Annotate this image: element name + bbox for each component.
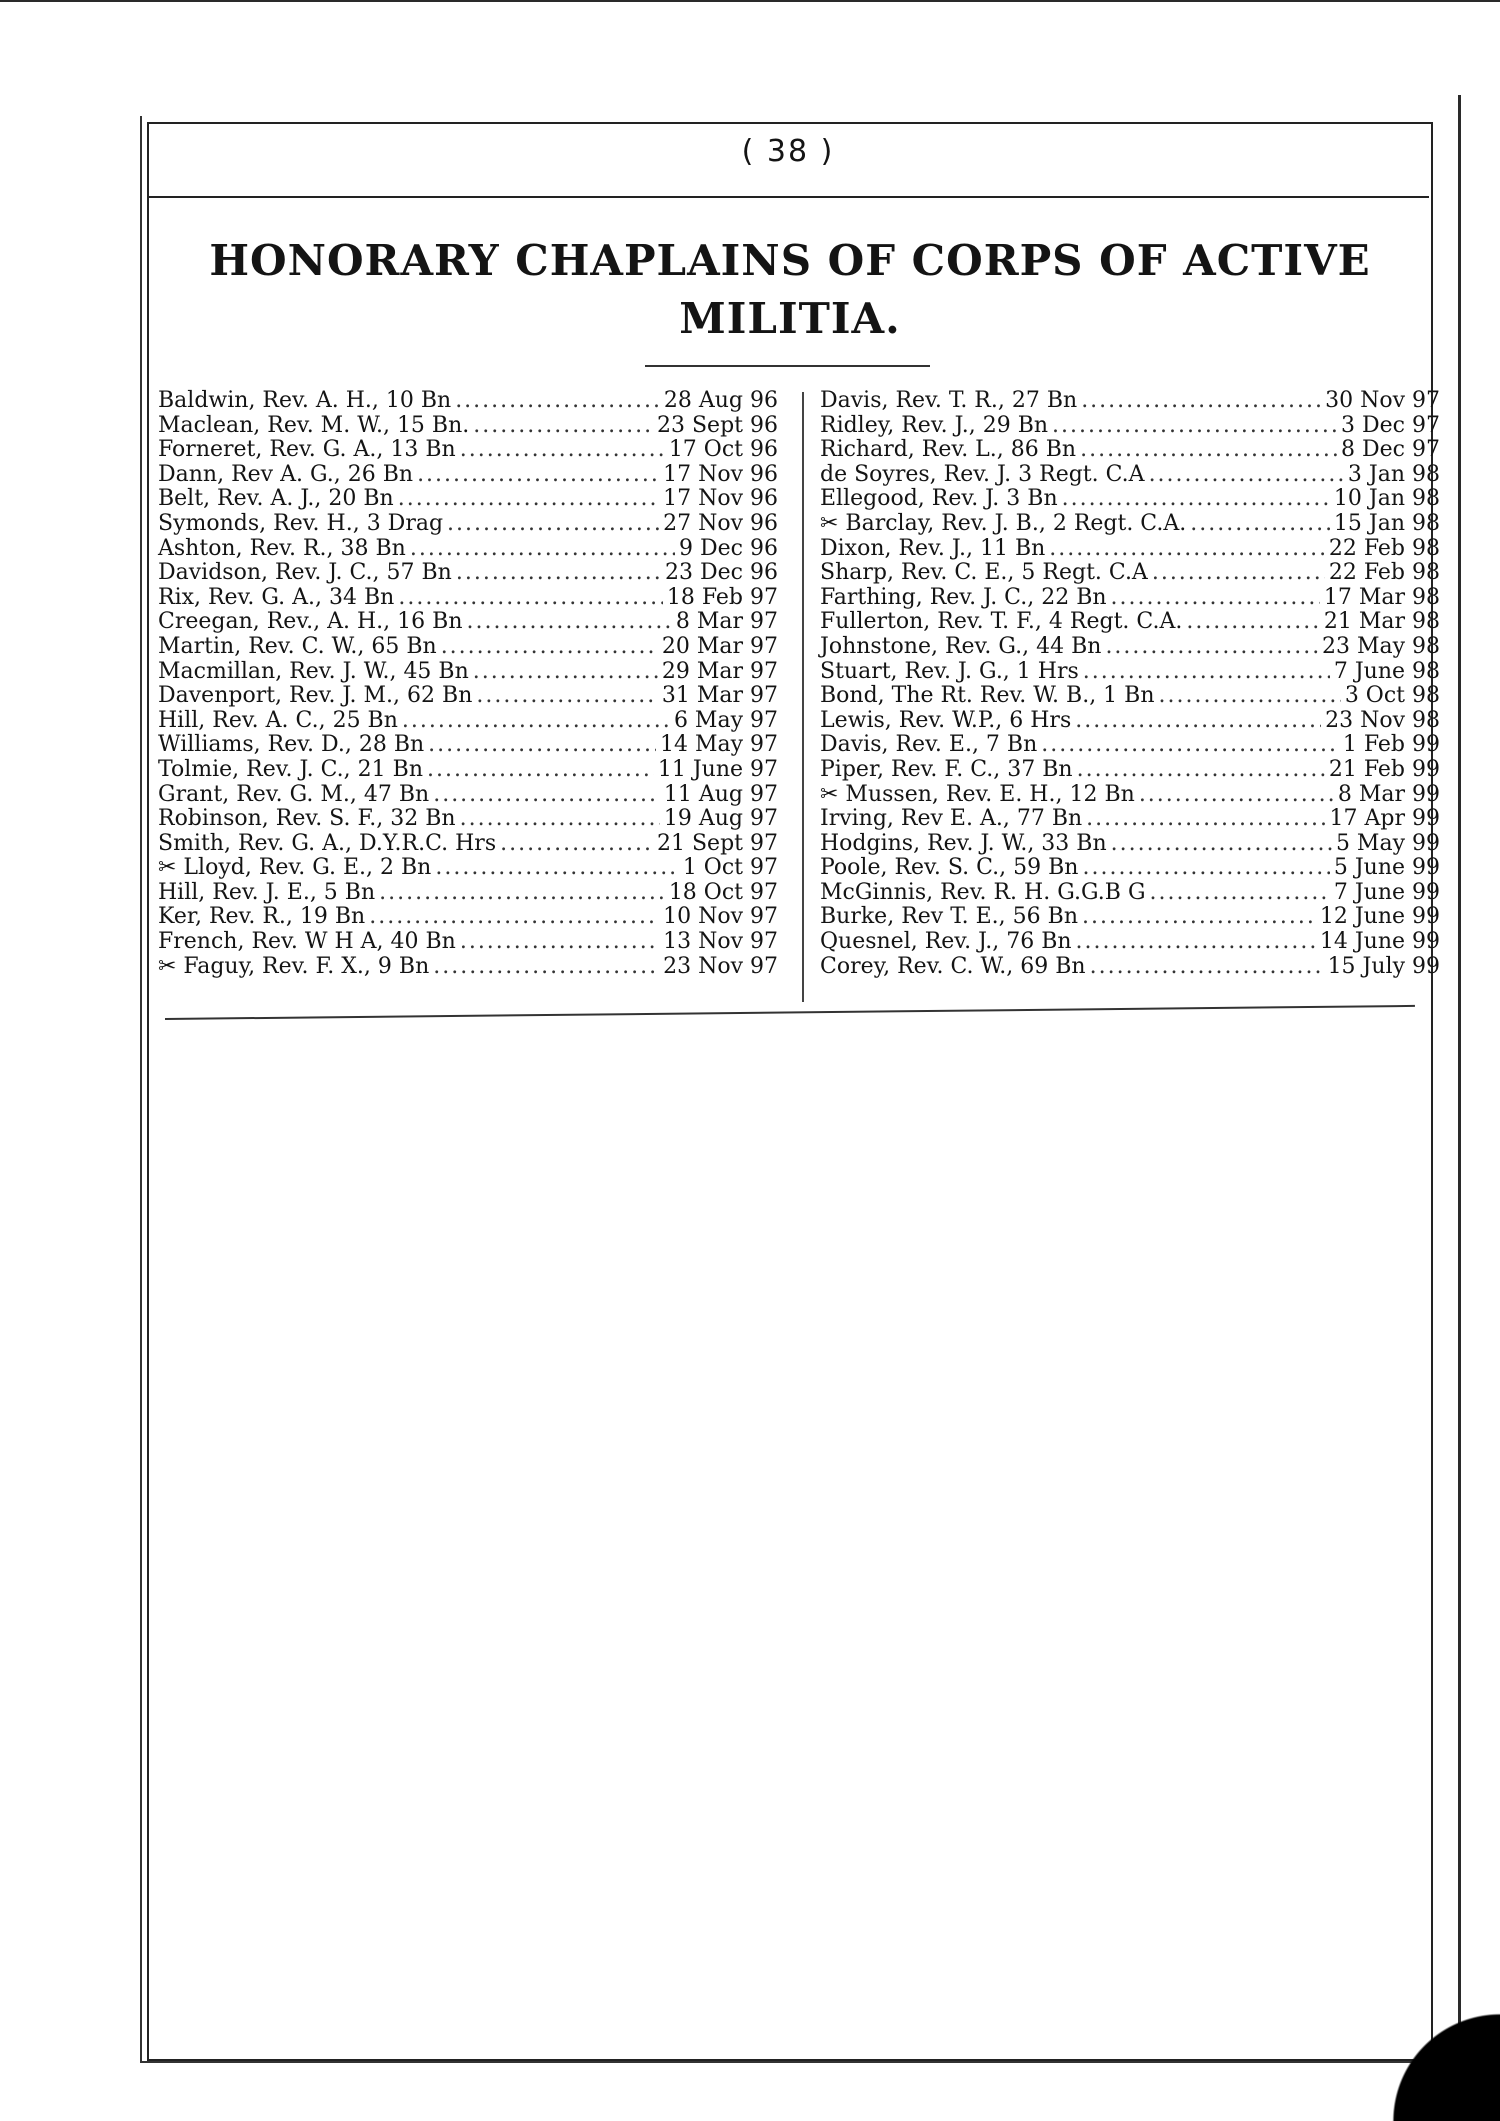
list-item [158, 388, 778, 413]
appointment-date: 22 Feb 98 [1328, 535, 1440, 561]
list-item [158, 634, 778, 659]
appointment-date: 23 Sept 96 [657, 412, 778, 438]
leader-dots [1150, 880, 1330, 905]
list-item [820, 388, 1440, 413]
list-item [158, 683, 778, 708]
chaplain-name: Hill, Rev. J. E., 5 Bn [158, 879, 376, 905]
list-item [820, 585, 1440, 610]
chaplain-name: Farthing, Rev. J. C., 22 Bn [820, 584, 1107, 610]
chaplain-name: French, Rev. W H A, 40 Bn [158, 929, 456, 955]
appointment-date: 15 Jan 98 [1333, 510, 1440, 536]
leader-dots [460, 806, 660, 831]
chaplain-name: Johnstone, Rev. G., 44 Bn [820, 633, 1102, 659]
list-item [820, 954, 1440, 979]
appointment-date: 20 Mar 97 [661, 633, 778, 659]
chaplain-name: Rix, Rev. G. A., 34 Bn [158, 584, 395, 610]
appointment-date: 18 Feb 97 [666, 584, 778, 610]
leader-dots [476, 683, 658, 708]
list-item [158, 954, 778, 979]
appointment-date: 11 Aug 97 [663, 781, 778, 807]
leader-dots [1090, 954, 1324, 979]
leader-dots [1076, 929, 1316, 954]
leader-dots [447, 511, 659, 536]
leader-dots [398, 486, 659, 511]
leader-dots [1049, 536, 1325, 561]
leader-dots [467, 609, 672, 634]
chaplain-name: Sharp, Rev. C. E., 5 Regt. C.A [820, 560, 1148, 586]
chaplain-name: Symonds, Rev. H., 3 Drag [158, 510, 444, 536]
appointment-date: 17 Oct 96 [668, 437, 778, 463]
chaplain-name: Bond, The Rt. Rev. W. B., 1 Bn [820, 683, 1155, 709]
chaplain-name: Irving, Rev E. A., 77 Bn [820, 806, 1083, 832]
list-item [158, 929, 778, 954]
appointment-date: 8 Dec 97 [1341, 437, 1440, 463]
chaplain-name: Dann, Rev A. G., 26 Bn [158, 461, 414, 487]
appointment-date: 15 July 99 [1327, 953, 1440, 979]
appointment-date: 7 June 99 [1333, 879, 1440, 905]
list-item [158, 831, 778, 856]
list-item [820, 462, 1440, 487]
appointment-date: 27 Nov 96 [663, 510, 778, 536]
appointment-date: 17 Nov 96 [663, 486, 778, 512]
leader-dots [1075, 708, 1321, 733]
leader-dots [1081, 388, 1321, 413]
chaplain-name: Stuart, Rev. J. G., 1 Hrs [820, 658, 1079, 684]
appointment-date: 17 Mar 98 [1323, 584, 1440, 610]
leader-dots [1159, 683, 1341, 708]
list-item [820, 560, 1440, 585]
list-item [820, 904, 1440, 929]
chaplain-name: ✂ Barclay, Rev. J. B., 2 Regt. C.A. [820, 510, 1187, 536]
chaplain-name: Ellegood, Rev. J. 3 Bn [820, 486, 1058, 512]
leader-dots [435, 855, 678, 880]
leader-dots [473, 413, 653, 438]
right-column-list [820, 388, 1440, 978]
leader-dots [427, 757, 654, 782]
chaplain-name: Baldwin, Rev. A. H., 10 Bn [158, 388, 452, 413]
right-margin-rule [1458, 95, 1461, 2030]
chaplain-name: Davidson, Rev. J. C., 57 Bn [158, 560, 452, 586]
leader-dots [1105, 634, 1318, 659]
list-item [820, 806, 1440, 831]
appointment-date: 31 Mar 97 [661, 683, 778, 709]
appointment-date: 3 Jan 98 [1347, 461, 1440, 487]
chaplain-name: Davis, Rev. E., 7 Bn [820, 732, 1038, 758]
leader-dots [1083, 659, 1330, 684]
appointment-date: 30 Nov 97 [1325, 388, 1440, 413]
appointment-date: 8 Mar 97 [675, 609, 778, 635]
appointment-date: 14 May 97 [659, 732, 778, 758]
scan-corner-shadow [1380, 1971, 1500, 2121]
chaplain-name: Grant, Rev. G. M., 47 Bn [158, 781, 430, 807]
chaplain-name: Creegan, Rev., A. H., 16 Bn [158, 609, 463, 635]
list-item [820, 413, 1440, 438]
appointment-date: 5 June 99 [1333, 855, 1440, 881]
appointment-date: 21 Mar 98 [1323, 609, 1440, 635]
leader-dots [460, 437, 665, 462]
chaplain-name: Ridley, Rev. J., 29 Bn [820, 412, 1049, 438]
leader-dots [1052, 413, 1337, 438]
left-column-list [158, 388, 778, 978]
chaplain-name: McGinnis, Rev. R. H. G.G.B G [820, 879, 1146, 905]
leader-dots [410, 536, 675, 561]
leader-dots [369, 904, 659, 929]
appointment-date: 12 June 99 [1319, 904, 1440, 930]
leader-dots [1139, 782, 1334, 807]
appointment-date: 18 Oct 97 [668, 879, 778, 905]
chaplain-name: Fullerton, Rev. T. F., 4 Regt. C.A. [820, 609, 1183, 635]
leader-dots [1082, 855, 1329, 880]
appointment-date: 23 Nov 97 [663, 953, 778, 979]
list-item [158, 806, 778, 831]
list-item [820, 929, 1440, 954]
list-item [820, 659, 1440, 684]
appointment-date: 23 Nov 98 [1325, 707, 1440, 733]
chaplain-name: Poole, Rev. S. C., 59 Bn [820, 855, 1079, 881]
list-item [158, 659, 778, 684]
list-item [820, 511, 1440, 536]
leader-dots [402, 708, 670, 733]
leader-dots [1082, 904, 1316, 929]
chaplain-name: ✂ Mussen, Rev. E. H., 12 Bn [820, 781, 1135, 807]
chaplain-name: Forneret, Rev. G. A., 13 Bn [158, 437, 456, 463]
chaplain-name: Hill, Rev. A. C., 25 Bn [158, 707, 398, 733]
chaplain-name: Maclean, Rev. M. W., 15 Bn. [158, 412, 470, 438]
leader-dots [1062, 486, 1330, 511]
page-title: HONORARY CHAPLAINS OF CORPS OF ACTIVE MILITIA. [209, 236, 1371, 343]
chaplain-name: Davis, Rev. T. R., 27 Bn [820, 388, 1078, 413]
leader-dots [473, 659, 658, 684]
chaplain-name: Macmillan, Rev. J. W., 45 Bn [158, 658, 469, 684]
list-item [158, 757, 778, 782]
title-rule [645, 365, 930, 367]
appointment-date: 3 Oct 98 [1344, 683, 1440, 709]
chaplain-name: Tolmie, Rev. J. C., 21 Bn [158, 756, 423, 782]
appointment-date: 1 Oct 97 [682, 855, 778, 881]
list-item [158, 880, 778, 905]
chaplain-name: Hodgins, Rev. J. W., 33 Bn [820, 830, 1107, 856]
leader-dots [1041, 732, 1339, 757]
chaplain-name: Corey, Rev. C. W., 69 Bn [820, 953, 1086, 979]
chaplain-name: Lewis, Rev. W.P., 6 Hrs [820, 707, 1072, 733]
list-item [820, 683, 1440, 708]
leader-dots [1149, 462, 1344, 487]
leader-dots [398, 585, 663, 610]
list-item [158, 732, 778, 757]
list-item [820, 880, 1440, 905]
appointment-date: 13 Nov 97 [663, 929, 778, 955]
list-item [820, 782, 1440, 807]
appointment-date: 9 Dec 96 [679, 535, 778, 561]
chaplain-name: Davenport, Rev. J. M., 62 Bn [158, 683, 473, 709]
appointment-date: 23 Dec 96 [665, 560, 778, 586]
leader-dots [1111, 831, 1332, 856]
list-item [158, 609, 778, 634]
list-item [158, 782, 778, 807]
list-item [820, 609, 1440, 634]
list-item [158, 536, 778, 561]
column-divider [802, 392, 804, 1002]
leader-dots [441, 634, 658, 659]
leader-dots [1190, 511, 1330, 536]
leader-dots [500, 831, 653, 856]
appointment-date: 17 Nov 96 [663, 461, 778, 487]
appointment-date: 8 Mar 99 [1337, 781, 1440, 807]
chaplain-name: Piper, Rev. F. C., 37 Bn [820, 756, 1073, 782]
list-item [820, 486, 1440, 511]
leader-dots [456, 560, 661, 585]
list-item [820, 634, 1440, 659]
appointment-date: 21 Feb 99 [1328, 756, 1440, 782]
appointment-date: 5 May 99 [1335, 830, 1440, 856]
leader-dots [1152, 560, 1325, 585]
chaplain-name: Martin, Rev. C. W., 65 Bn [158, 633, 437, 659]
leader-dots [417, 462, 659, 487]
chaplain-name: Smith, Rev. G. A., D.Y.R.C. Hrs [158, 830, 497, 856]
leader-dots [428, 732, 656, 757]
page-number: ( 38 ) [741, 134, 835, 169]
appointment-date: 29 Mar 97 [661, 658, 778, 684]
chaplain-name: Ashton, Rev. R., 38 Bn [158, 535, 406, 561]
appointment-date: 14 June 99 [1319, 929, 1440, 955]
appointment-date: 19 Aug 97 [663, 806, 778, 832]
list-item [158, 462, 778, 487]
list-item [820, 708, 1440, 733]
appointment-date: 6 May 97 [673, 707, 778, 733]
list-item [158, 413, 778, 438]
appointment-date: 23 May 98 [1321, 633, 1440, 659]
chaplain-name: ✂ Faguy, Rev. F. X., 9 Bn [158, 953, 430, 979]
appointment-date: 11 June 97 [657, 756, 778, 782]
list-item [158, 511, 778, 536]
appointment-date: 21 Sept 97 [657, 830, 778, 856]
appointment-date: 10 Nov 97 [663, 904, 778, 930]
page-header [147, 124, 1429, 198]
chaplain-name: de Soyres, Rev. J. 3 Regt. C.A [820, 461, 1145, 487]
list-item [820, 536, 1440, 561]
list-item [820, 831, 1440, 856]
scan-top-edge [0, 0, 1500, 10]
chaplain-name: Ker, Rev. R., 19 Bn [158, 904, 366, 930]
appointment-date: 7 June 98 [1333, 658, 1440, 684]
list-item [158, 585, 778, 610]
chaplain-name: Burke, Rev T. E., 56 Bn [820, 904, 1078, 930]
list-item [820, 757, 1440, 782]
leader-dots [433, 782, 660, 807]
list-item [820, 732, 1440, 757]
chaplain-name: Dixon, Rev. J., 11 Bn [820, 535, 1046, 561]
appointment-date: 3 Dec 97 [1341, 412, 1440, 438]
chaplain-name: Williams, Rev. D., 28 Bn [158, 732, 425, 758]
list-item [158, 708, 778, 733]
leader-dots [379, 880, 665, 905]
list-item [158, 486, 778, 511]
appointment-date: 22 Feb 98 [1328, 560, 1440, 586]
chaplain-name: Quesnel, Rev. J., 76 Bn [820, 929, 1072, 955]
leader-dots [1077, 757, 1325, 782]
chaplain-name: Robinson, Rev. S. F., 32 Bn [158, 806, 456, 832]
leader-dots [460, 929, 659, 954]
leader-dots [1086, 806, 1325, 831]
appointment-date: 1 Feb 99 [1342, 732, 1440, 758]
appointment-date: 10 Jan 98 [1333, 486, 1440, 512]
leader-dots [1186, 609, 1320, 634]
chaplain-name: Belt, Rev. A. J., 20 Bn [158, 486, 394, 512]
list-item [158, 437, 778, 462]
list-item [820, 855, 1440, 880]
appointment-date: 28 Aug 96 [663, 388, 778, 413]
list-item [158, 855, 778, 880]
list-item [158, 904, 778, 929]
leader-dots [455, 388, 660, 413]
chaplain-name: ✂ Lloyd, Rev. G. E., 2 Bn [158, 855, 432, 881]
appointment-date: 17 Apr 99 [1329, 806, 1440, 832]
list-item [158, 560, 778, 585]
leader-dots [433, 954, 659, 979]
leader-dots [1111, 585, 1320, 610]
chaplain-name: Richard, Rev. L., 86 Bn [820, 437, 1077, 463]
leader-dots [1080, 437, 1337, 462]
list-item [820, 437, 1440, 462]
